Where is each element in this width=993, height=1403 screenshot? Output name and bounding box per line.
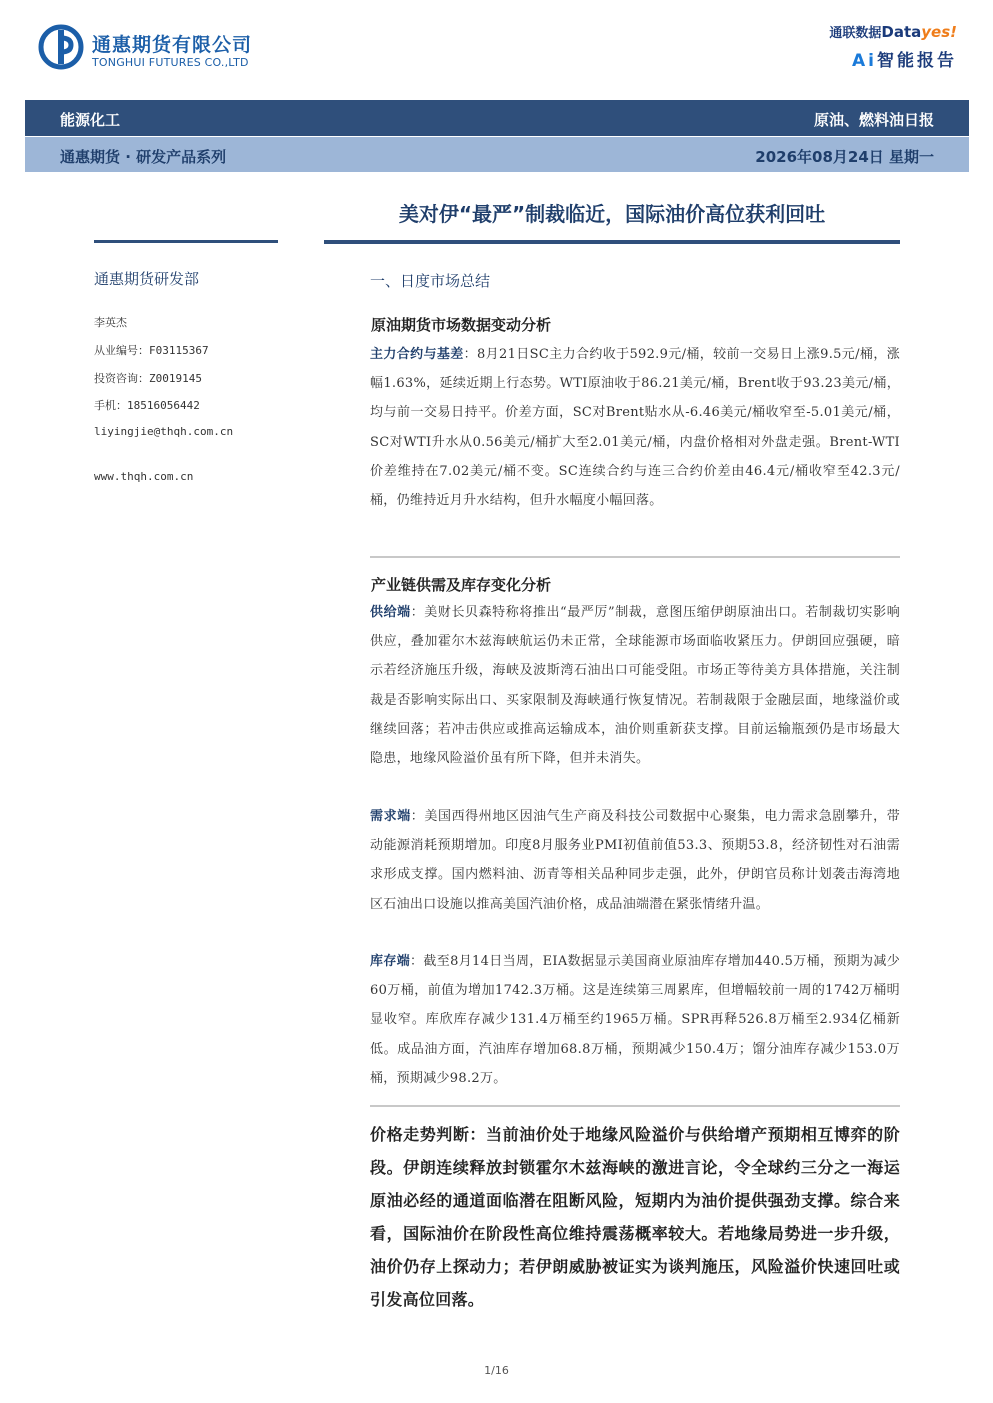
analyst-name: 李英杰 bbox=[94, 316, 127, 329]
report-title: 美对伊“最严”制裁临近，国际油价高位获利回吐 bbox=[398, 202, 826, 226]
paragraph-label: 主力合约与基差 bbox=[370, 347, 464, 362]
paragraph-text: ：截至8月14日当周，EIA数据显示美国商业原油库存增加440.5万桶，预期为减少60万桶，前值为增加1742.3万桶。这是连续第三周累库，但增幅较前一周的1742万桶明显收窄。库欣库存减少131.4万桶至约1965万桶。SPR再释526.8万桶至2.934亿桶新低。成品油方面，汽油库存增加68.8万桶，预期减少150.4万；馏分油库存减少153.0万桶，预期减少98.2万。 bbox=[370, 954, 900, 1086]
section-divider bbox=[370, 556, 900, 558]
ai-prefix: Ai bbox=[852, 51, 877, 71]
report-date: 2026年08月24日 星期一 bbox=[755, 148, 934, 166]
company-logo-icon bbox=[38, 24, 84, 70]
subsection-supply-demand: 产业链供需及库存变化分析 bbox=[371, 576, 552, 594]
section-title: 一、日度市场总结 bbox=[370, 272, 491, 290]
paragraph-text: ：8月21日SC主力合约收于592.9元/桶，较前一交易日上涨9.5元/桶，涨幅1.63%，延续近期上行态势。WTI原油收于86.21美元/桶，Brent收于93.23美元/桶，均与前一交易日持平。价差方面，SC对Brent贴水从-6.46美元/桶收窄至-5.01美元/桶，SC对WTI升水从0.56美元/桶扩大至2.01美元/桶，内盘价格相对外盘走强。Brent-WTI价差维持在7.02美元/桶不变。SC连续合约与连三合约价差由46.4元/桶收窄至42.3元/桶，仍维持近月升水结构，但升水幅度小幅回落。 bbox=[370, 347, 900, 509]
paragraph-demand bbox=[370, 802, 900, 919]
company-name-en: TONGHUI FUTURES CO.,LTD bbox=[92, 56, 249, 69]
paragraph-inventory bbox=[370, 947, 900, 1093]
paragraph-label: 需求端 bbox=[370, 809, 411, 824]
paragraph-label: 库存端 bbox=[370, 954, 411, 969]
paragraph-label: 供给端 bbox=[370, 605, 411, 620]
license-number: 从业编号：F03115367 bbox=[94, 344, 209, 357]
paragraph-text: ：美财长贝森特称将推出“最严厉”制裁，意图压缩伊朗原油出口。若制裁切实影响供应，叠加霍尔木兹海峡航运仍未正常，全球能源市场面临收紧压力。伊朗回应强硬，暗示若经济施压升级，海峡及波斯湾石油出口可能受阻。市场正等待美方具体措施，关注制裁是否影响实际出口、买家限制及海峡通行恢复情况。若制裁限于金融层面，地缘溢价或继续回落；若冲击供应或推高运输成本，油价则重新获支撑。目前运输瓶颈仍是市场最大隐患，地缘风险溢价虽有所下降，但并未消失。 bbox=[370, 605, 900, 767]
sidebar-divider bbox=[94, 240, 278, 243]
report-type-label: 原油、燃料油日报 bbox=[813, 111, 934, 129]
series-label: 通惠期货 · 研发产品系列 bbox=[60, 148, 227, 166]
section-divider bbox=[370, 1105, 900, 1107]
department-name: 通惠期货研发部 bbox=[94, 270, 200, 288]
advisory-number: 投资咨询：Z0019145 bbox=[94, 372, 202, 385]
partner-name: 通联数据 bbox=[829, 26, 882, 41]
partner-logo bbox=[829, 22, 957, 41]
title-divider bbox=[324, 240, 900, 244]
partner-yes-word: yes! bbox=[921, 23, 957, 41]
sector-label: 能源化工 bbox=[60, 111, 121, 129]
subsection-market-data: 原油期货市场数据变动分析 bbox=[371, 316, 552, 334]
partner-data-word: Data bbox=[881, 23, 922, 41]
website-link[interactable]: www.thqh.com.cn bbox=[94, 470, 194, 483]
company-name-cn: 通惠期货有限公司 bbox=[92, 34, 253, 56]
paragraph-text: ：美国西得州地区因油气生产商及科技公司数据中心聚集，电力需求急剧攀升，带动能源消耗预期增加。印度8月服务业PMI初值前值53.3、预期53.8，经济韧性对石油需求形成支撑。国内燃料油、沥青等相关品种同步走强，此外，伊朗官员称计划袭击海湾地区石油出口设施以推高美国汽油价格，成品油端潜在紧张情绪升温。 bbox=[370, 809, 900, 912]
paragraph-supply bbox=[370, 598, 900, 773]
paragraph-contract-basis bbox=[370, 340, 900, 515]
page-number: 1/16 bbox=[484, 1364, 509, 1377]
ai-report-badge bbox=[852, 46, 957, 71]
price-trend-conclusion: 价格走势判断：当前油价处于地缘风险溢价与供给增产预期相互博弈的阶段。伊朗连续释放封锁霍尔木兹海峡的激进言论，令全球约三分之一海运原油必经的通道面临潜在阻断风险，短期内为油价提供强劲支撑。综合来看，国际油价在阶段性高位维持震荡概率较大。若地缘局势进一步升级，油价仍存上探动力；若伊朗威胁被证实为谈判施压，风险溢价快速回吐或引发高位回落。 bbox=[370, 1125, 900, 1309]
email-link[interactable]: liyingjie@thqh.com.cn bbox=[94, 425, 234, 438]
phone-number: 手机：18516056442 bbox=[94, 399, 200, 412]
ai-report-label: 智能报告 bbox=[877, 51, 957, 71]
